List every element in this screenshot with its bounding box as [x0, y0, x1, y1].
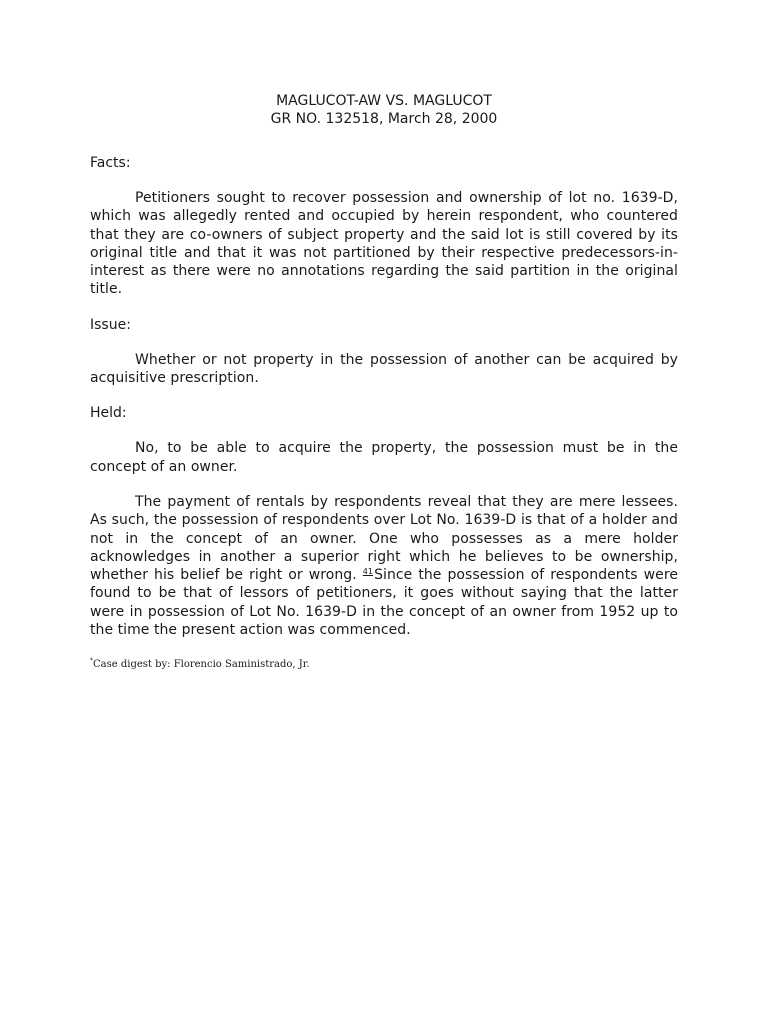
- case-digest-footnote: [90, 659, 678, 671]
- facts-heading: Facts:: [90, 155, 131, 171]
- held-paragraph-2: [90, 493, 678, 639]
- footnote-mark: *: [90, 658, 93, 666]
- document-page: [90, 92, 678, 671]
- issue-paragraph: Whether or not property in the possession of another can be acquired by acquisitive prescription.: [90, 351, 678, 387]
- held-heading: Held:: [90, 405, 127, 422]
- case-title: MAGLUCOT-AW VS. MAGLUCOT: [276, 93, 492, 109]
- held-paragraph-1: No, to be able to acquire the property, the possession must be in the concept of an owner.: [90, 440, 678, 475]
- held-paragraph-2-part-2: Since the possession of respondents were found to be that of lessors of petitioners, it goes without saying that the latter were in possession of Lot No. 1639-D in the concept of an owner from 1952 up to the time the present action was commenced.: [90, 567, 678, 639]
- case-title-block: [90, 92, 678, 128]
- footnote-text: Case digest by: Florencio Saministrado, Jr.: [93, 659, 310, 671]
- facts-paragraph: Petitioners sought to recover possession and ownership of lot no. 1639-D, which was allegedly rented and occupied by herein respondent, who countered that they are co-owners of subject property and the said lot is still covered by its original title and that it was not partitioned by their respective predecessors-in-interest as there were no annotations regarding the said partition in the original title.: [90, 190, 678, 298]
- issue-heading: Issue:: [90, 316, 131, 333]
- footnote-reference-link[interactable]: 41: [362, 566, 374, 576]
- case-citation: GR NO. 132518, March 28, 2000: [270, 111, 498, 127]
- held-paragraph-2-part-1: The payment of rentals by respondents reveal that they are mere lessees. As such, the possession of respondents over Lot No. 1639-D is that of a holder and not in the concept of an owner. One who possesses as a mere holder acknowledges in another a superior right which he believes to be ownership, whether his belief be right or wrong.: [90, 493, 678, 584]
